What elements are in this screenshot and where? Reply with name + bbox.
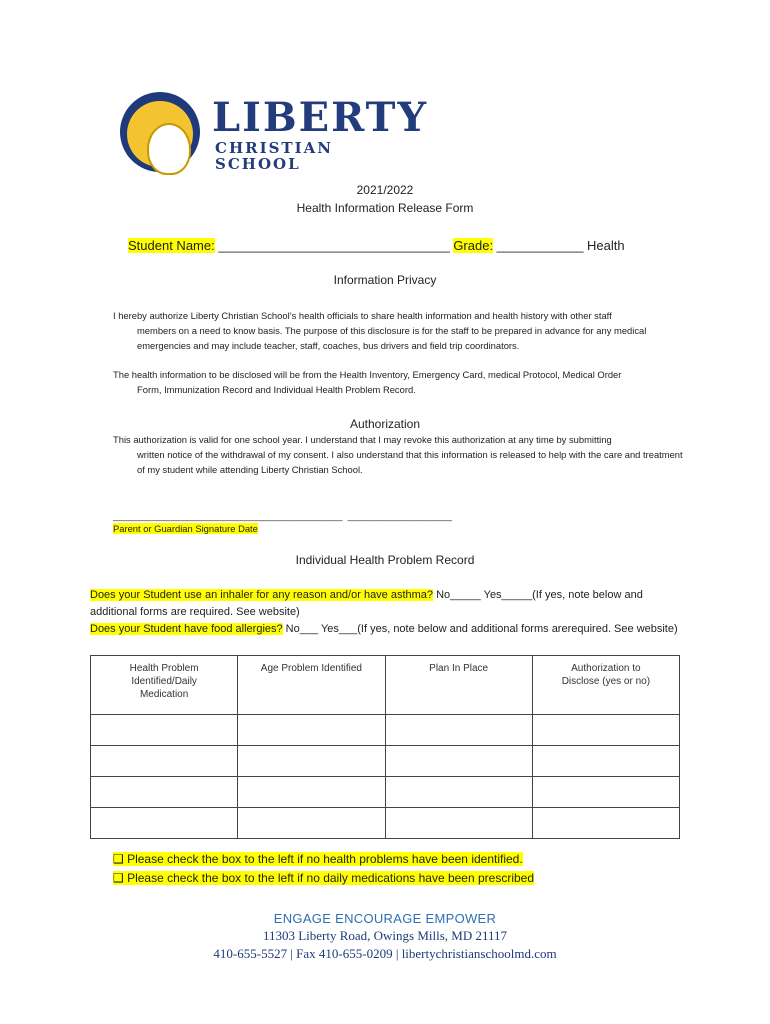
- form-title: Health Information Release Form: [296, 201, 474, 215]
- table-cell[interactable]: [238, 777, 385, 808]
- column-header-text: Age Problem Identified: [260, 663, 362, 674]
- grade-field[interactable]: ____________: [493, 238, 588, 253]
- column-header: [238, 656, 385, 715]
- question-inhaler-answer[interactable]: No_____ Yes_____(If yes, note below and additional forms are required. See website): [90, 589, 643, 618]
- authorization-paragraph-rest: written notice of the withdrawal of my consent. I also understand that this information is released to help with the care and treatment of my student while attending Liberty Christian School.: [137, 449, 683, 475]
- column-header-text: Plan In Place: [429, 663, 489, 674]
- table-cell[interactable]: [385, 715, 532, 746]
- table-cell[interactable]: [91, 777, 238, 808]
- school-year: 2021/2022: [356, 183, 414, 197]
- question-allergies: [90, 621, 680, 638]
- school-logo: [120, 90, 428, 175]
- privacy-paragraph-1-first: I hereby authorize Liberty Christian School’s health officials to share health information and health history with other staff: [113, 310, 612, 321]
- privacy-paragraph-2-first: The health information to be disclosed will be from the Health Inventory, Emergency Card, medical Protocol, Medical Order: [113, 369, 622, 380]
- check-no-health-problems[interactable]: [113, 852, 523, 866]
- footer-contact: 410-655-5527 | Fax 410-655-0209 | libertychristianschoolmd.com: [213, 946, 557, 961]
- privacy-paragraph-1-rest: members on a need to know basis. The purpose of this disclosure is for the staff to be prepared in advance for any medical emergencies and may include teacher, staff, coaches, bus drivers and field trip coordinators.: [137, 325, 647, 351]
- question-allergies-answer[interactable]: No___ Yes___(If yes, note below and additional forms arerequired. See website): [282, 623, 678, 635]
- grade-label: Grade:: [453, 238, 494, 253]
- table-row: [91, 715, 680, 746]
- lion-icon: [120, 92, 200, 172]
- student-info-line: [128, 238, 625, 253]
- signature-label: [113, 521, 258, 536]
- column-header: [385, 656, 532, 715]
- question-allergies-text: Does your Student have food allergies?: [90, 623, 283, 635]
- record-heading: Individual Health Problem Record: [295, 553, 475, 567]
- authorization-paragraph: [113, 432, 683, 477]
- table-cell[interactable]: [385, 746, 532, 777]
- check-no-health-problems-label: ❑ Please check the box to the left if no health problems have been identified.: [113, 852, 523, 866]
- check-no-daily-medications[interactable]: [113, 871, 534, 885]
- health-word: Health: [587, 238, 625, 253]
- table-header-row: [91, 656, 680, 715]
- table-cell[interactable]: [532, 746, 679, 777]
- table-cell[interactable]: [238, 746, 385, 777]
- table-cell[interactable]: [385, 808, 532, 839]
- table-cell[interactable]: [532, 715, 679, 746]
- table-cell[interactable]: [532, 777, 679, 808]
- table-row: [91, 746, 680, 777]
- question-inhaler-text: Does your Student use an inhaler for any reason and/or have asthma?: [90, 589, 434, 601]
- footer-motto: ENGAGE ENCOURAGE EMPOWER: [273, 911, 497, 926]
- privacy-paragraph-1: [113, 308, 683, 353]
- signature-line[interactable]: ____________________________________________ ____________________: [113, 510, 452, 521]
- table-cell[interactable]: [238, 715, 385, 746]
- privacy-heading: Information Privacy: [333, 273, 437, 287]
- student-name-field[interactable]: ________________________________: [214, 238, 454, 253]
- logo-word-liberty: LIBERTY: [212, 94, 428, 141]
- check-no-daily-medications-label: ❑ Please check the box to the left if no daily medications have been prescribed: [113, 871, 535, 885]
- question-inhaler: [90, 587, 680, 620]
- table-cell[interactable]: [91, 808, 238, 839]
- column-header: [91, 656, 238, 715]
- footer-address: 11303 Liberty Road, Owings Mills, MD 21117: [262, 928, 508, 943]
- table-cell[interactable]: [385, 777, 532, 808]
- health-problem-table: [90, 655, 680, 839]
- table-cell[interactable]: [532, 808, 679, 839]
- authorization-heading: Authorization: [349, 417, 421, 431]
- authorization-paragraph-first: This authorization is valid for one school year. I understand that I may revoke this authorization at any time by submitting: [113, 434, 612, 445]
- table-cell[interactable]: [91, 715, 238, 746]
- table-cell[interactable]: [238, 808, 385, 839]
- privacy-paragraph-2-rest: Form, Immunization Record and Individual Health Problem Record.: [137, 384, 416, 395]
- column-header-text: Health Problem Identified/Daily Medication: [129, 663, 199, 700]
- privacy-paragraph-2: [113, 367, 683, 397]
- table-row: [91, 777, 680, 808]
- column-header: [532, 656, 679, 715]
- signature-label-text: Parent or Guardian Signature Date: [113, 523, 258, 534]
- column-header-text: Authorization to Disclose (yes or no): [561, 663, 651, 687]
- logo-word-christian-school: CHRISTIAN SCHOOL: [215, 139, 333, 173]
- table-cell[interactable]: [91, 746, 238, 777]
- student-name-label: Student Name:: [128, 238, 215, 253]
- table-row: [91, 808, 680, 839]
